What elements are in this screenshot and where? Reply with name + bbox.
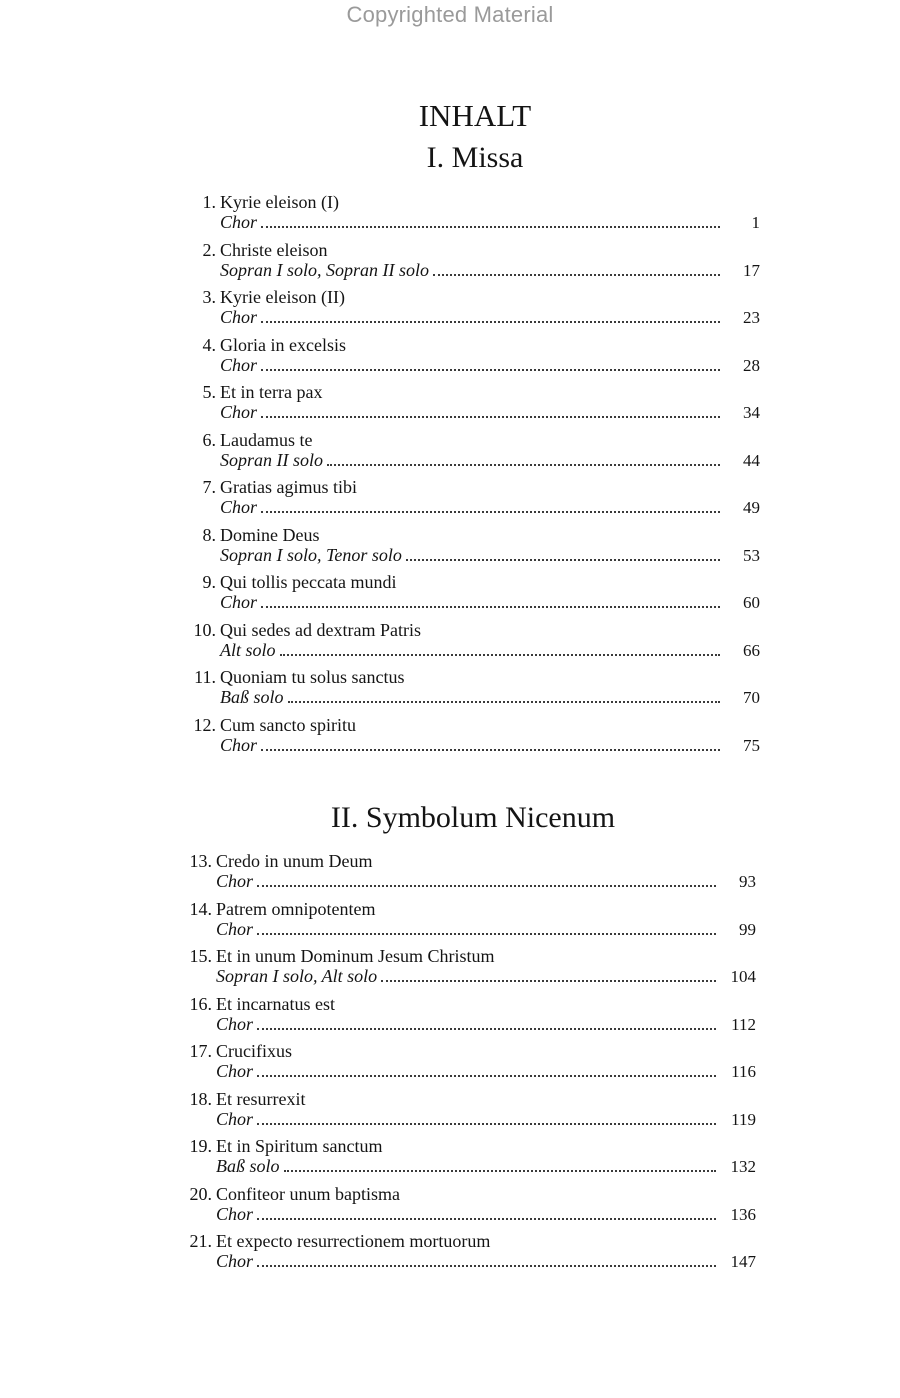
toc-entry [180, 240, 760, 288]
entry-subline [216, 1109, 756, 1130]
entry-title: Gloria in excelsis [220, 334, 346, 355]
entry-subline [216, 966, 756, 987]
entry-voice: Chor [216, 1251, 254, 1271]
entry-page-number: 53 [743, 545, 760, 565]
entry-subline [220, 260, 760, 281]
entry-title: Kyrie eleison (I) [220, 192, 339, 212]
entry-voice: Chor [216, 918, 254, 939]
entry-page-number: 104 [730, 967, 756, 986]
entry-page-number: 132 [730, 1157, 756, 1176]
entry-body [220, 477, 760, 525]
entry-page-number: 28 [743, 355, 760, 375]
entry-body [220, 430, 760, 478]
entry-body [220, 667, 760, 715]
section-title-symbolum: II. Symbolum Nicenum [330, 801, 616, 834]
entry-body [220, 382, 760, 430]
entry-number: 20. [189, 1183, 212, 1204]
entry-body [216, 1136, 756, 1184]
entry-body [220, 335, 760, 383]
dot-leader [288, 701, 720, 703]
entry-title: Patrem omnipotentem [216, 898, 376, 919]
entry-subline [216, 871, 756, 892]
dot-leader [257, 1218, 716, 1220]
toc-entry [180, 335, 760, 383]
entry-title: Qui tollis peccata mundi [220, 572, 397, 592]
entry-subline [220, 640, 760, 661]
entry-voice: Chor [216, 1061, 254, 1081]
entry-voice: Chor [220, 354, 258, 375]
entry-title: Et resurrexit [216, 1088, 306, 1109]
entry-title: Et incarnatus est [216, 993, 335, 1014]
copyright-watermark: Copyrighted Material [346, 2, 554, 27]
toc-entry [180, 620, 760, 668]
dot-leader [381, 980, 716, 982]
entry-subline [216, 1251, 756, 1272]
dot-leader [406, 559, 720, 561]
toc-entry [180, 477, 760, 525]
toc-entry [176, 851, 756, 899]
entry-page-number: 136 [730, 1204, 756, 1224]
toc-entry [180, 382, 760, 430]
entry-page-number: 23 [743, 308, 760, 327]
entry-voice: Sopran I solo, Alt solo [216, 966, 378, 986]
entry-subline [220, 355, 760, 376]
entry-voice: Chor [220, 402, 258, 422]
entry-number: 4. [202, 334, 216, 355]
page-title: INHALT [418, 98, 532, 133]
entry-title: Cum sancto spiritu [220, 714, 356, 735]
entry-title: Quoniam tu solus sanctus [220, 667, 405, 687]
toc-entry [180, 715, 760, 763]
dot-leader [257, 1028, 716, 1030]
entry-title: Kyrie eleison (II) [220, 287, 345, 307]
entry-subline [220, 212, 760, 233]
entry-body [216, 1231, 756, 1279]
entry-page-number: 66 [743, 640, 760, 660]
dot-leader [261, 416, 720, 418]
entry-voice: Chor [216, 1108, 254, 1129]
toc-entry [176, 994, 756, 1042]
toc-entry [180, 430, 760, 478]
entry-voice: Chor [220, 307, 258, 327]
toc-entry [176, 1136, 756, 1184]
entry-voice: Chor [220, 734, 258, 755]
dot-leader [257, 933, 716, 935]
toc-entry [180, 667, 760, 715]
dot-leader [261, 226, 720, 228]
toc-entry [180, 287, 760, 335]
dot-leader [261, 321, 720, 323]
entry-number: 13. [189, 851, 212, 871]
toc-entry [176, 1041, 756, 1089]
entry-page-number: 99 [739, 919, 756, 939]
entry-number: 10. [193, 619, 216, 640]
entry-page-number: 34 [743, 403, 760, 422]
dot-leader [327, 464, 720, 466]
entry-number: 9. [202, 572, 216, 592]
entry-voice: Baß solo [216, 1156, 280, 1176]
dot-leader [261, 749, 720, 751]
dot-leader [257, 1075, 716, 1077]
entry-subline [216, 1014, 756, 1035]
entry-subline [216, 919, 756, 940]
toc-entry [180, 525, 760, 573]
entry-page-number: 60 [743, 593, 760, 612]
entry-subline [216, 1156, 756, 1177]
entry-voice: Chor [216, 1013, 254, 1034]
entry-number: 6. [202, 429, 216, 450]
entry-title: Et in Spiritum sanctum [216, 1136, 383, 1156]
entry-number: 15. [189, 946, 212, 966]
entry-title: Domine Deus [220, 524, 320, 545]
dot-leader [257, 1123, 716, 1125]
entry-page-number: 119 [731, 1109, 756, 1129]
toc-list-symbolum [176, 851, 756, 1279]
entry-voice: Sopran I solo, Sopran II solo [220, 259, 430, 280]
entry-title: Crucifixus [216, 1041, 292, 1061]
entry-page-number: 147 [730, 1252, 756, 1271]
entry-number: 7. [202, 477, 216, 497]
dot-leader [261, 606, 720, 608]
entry-body [220, 240, 760, 288]
entry-number: 11. [194, 667, 216, 687]
entry-voice: Sopran I solo, Tenor solo [220, 544, 402, 565]
entry-voice: Sopran II solo [220, 449, 323, 470]
entry-body [216, 994, 756, 1042]
entry-title: Et in terra pax [220, 382, 323, 402]
toc-entry [176, 1089, 756, 1137]
entry-title: Et expecto resurrectionem mortuorum [216, 1231, 491, 1251]
entry-body [220, 192, 760, 240]
entry-body [220, 525, 760, 573]
entry-voice: Chor [220, 212, 258, 232]
entry-body [216, 851, 756, 899]
entry-number: 19. [189, 1136, 212, 1156]
entry-voice: Alt solo [220, 639, 276, 660]
entry-page-number: 1 [751, 213, 760, 232]
entry-page-number: 116 [731, 1062, 756, 1081]
entry-number: 12. [193, 714, 216, 735]
entry-voice: Chor [216, 871, 254, 891]
entry-subline [220, 735, 760, 756]
dot-leader [257, 885, 716, 887]
dot-leader [280, 654, 720, 656]
entry-number: 5. [202, 382, 216, 402]
entry-page-number: 17 [743, 260, 760, 280]
toc-entry [176, 1231, 756, 1279]
entry-title: Laudamus te [220, 429, 313, 450]
entry-subline [220, 545, 760, 566]
toc-entry [176, 899, 756, 947]
entry-body [220, 572, 760, 620]
entry-body [220, 620, 760, 668]
entry-title: Qui sedes ad dextram Patris [220, 619, 421, 640]
entry-subline [220, 402, 760, 423]
entry-number: 2. [202, 239, 216, 260]
dot-leader [261, 511, 720, 513]
entry-number: 1. [202, 192, 216, 212]
entry-body [216, 946, 756, 994]
entry-number: 3. [202, 287, 216, 307]
entry-subline [220, 592, 760, 613]
entry-subline [220, 307, 760, 328]
toc-entry [176, 946, 756, 994]
dot-leader [257, 1265, 716, 1267]
dot-leader [433, 274, 720, 276]
entry-number: 21. [189, 1231, 212, 1251]
entry-page-number: 49 [743, 498, 760, 517]
entry-number: 14. [189, 898, 212, 919]
entry-subline [216, 1061, 756, 1082]
entry-voice: Chor [216, 1203, 254, 1224]
entry-body [216, 899, 756, 947]
toc-entry [180, 572, 760, 620]
entry-body [220, 715, 760, 763]
entry-subline [220, 687, 760, 708]
entry-title: Et in unum Dominum Jesum Christum [216, 946, 495, 966]
entry-body [216, 1089, 756, 1137]
dot-leader [284, 1170, 716, 1172]
entry-title: Credo in unum Deum [216, 851, 373, 871]
entry-title: Confiteor unum baptisma [216, 1183, 400, 1204]
entry-page-number: 44 [743, 450, 760, 470]
entry-number: 18. [189, 1088, 212, 1109]
entry-body [220, 287, 760, 335]
entry-body [216, 1184, 756, 1232]
entry-body [216, 1041, 756, 1089]
entry-page-number: 75 [743, 735, 760, 755]
toc-list-missa [180, 192, 760, 762]
toc-entry [180, 192, 760, 240]
entry-page-number: 70 [743, 688, 760, 707]
entry-title: Christe eleison [220, 239, 328, 260]
section-title-missa: I. Missa [426, 141, 524, 174]
entry-subline [216, 1204, 756, 1225]
entry-number: 17. [189, 1041, 212, 1061]
entry-voice: Baß solo [220, 687, 284, 707]
entry-number: 16. [189, 993, 212, 1014]
entry-title: Gratias agimus tibi [220, 477, 357, 497]
entry-voice: Chor [220, 592, 258, 612]
entry-voice: Chor [220, 497, 258, 517]
entry-subline [220, 497, 760, 518]
entry-number: 8. [202, 524, 216, 545]
entry-subline [220, 450, 760, 471]
entry-page-number: 93 [739, 872, 756, 891]
dot-leader [261, 369, 720, 371]
entry-page-number: 112 [731, 1014, 756, 1034]
toc-entry [176, 1184, 756, 1232]
